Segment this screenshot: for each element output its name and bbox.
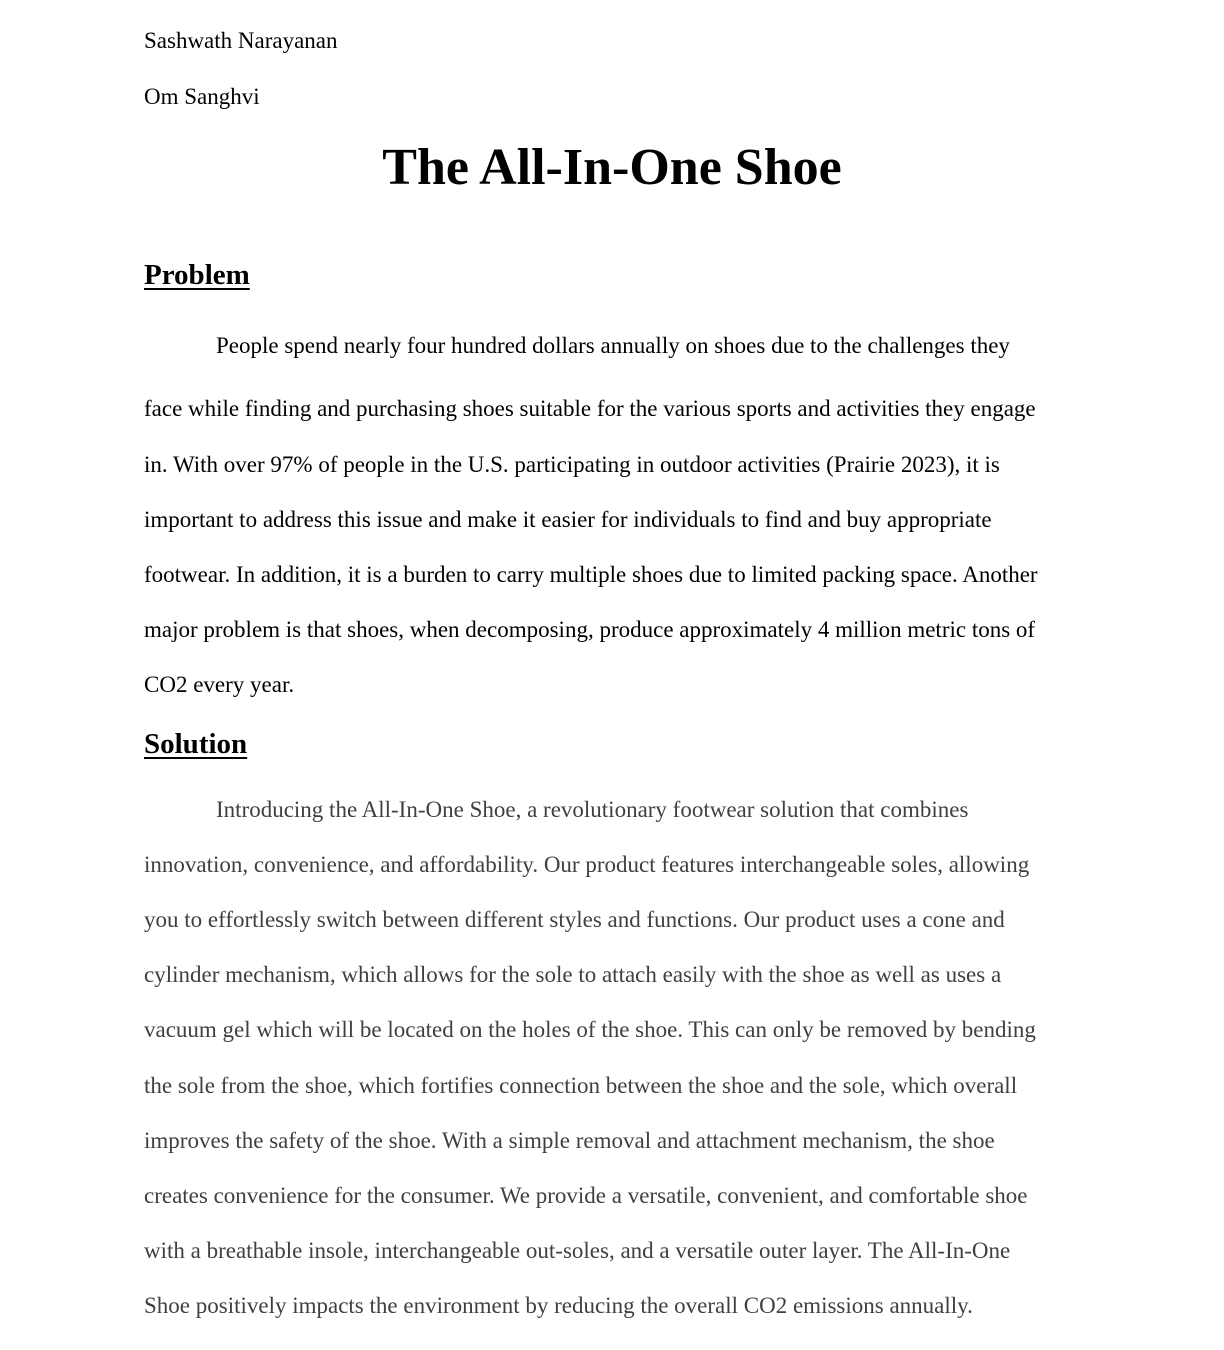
section-heading-problem: Problem: [144, 259, 250, 291]
paragraph-line: vacuum gel which will be located on the holes of the shoe. This can only be removed by bending: [144, 1017, 1036, 1042]
paragraph-line: Introducing the All-In-One Shoe, a revolutionary footwear solution that combines: [216, 797, 969, 822]
paragraph-line: People spend nearly four hundred dollars annually on shoes due to the challenges they: [216, 333, 1010, 358]
document-title: The All-In-One Shoe: [382, 139, 842, 196]
paragraph-line: major problem is that shoes, when decomposing, produce approximately 4 million metric tons of: [144, 617, 1036, 642]
paragraph-line: footwear. In addition, it is a burden to carry multiple shoes due to limited packing space. Another: [144, 562, 1038, 587]
paragraph-line: important to address this issue and make it easier for individuals to find and buy appropriate: [144, 507, 992, 532]
paragraph-line: the sole from the shoe, which fortifies connection between the shoe and the sole, which overall: [144, 1073, 1018, 1098]
paragraph-line: in. With over 97% of people in the U.S. participating in outdoor activities (Prairie 2023), it is: [144, 452, 1000, 477]
author-name: Om Sanghvi: [144, 84, 260, 109]
paragraph-line: with a breathable insole, interchangeable out-soles, and a versatile outer layer. The All-In-One: [144, 1238, 1011, 1263]
section-heading-solution: Solution: [144, 728, 248, 760]
paragraph-line: improves the safety of the shoe. With a simple removal and attachment mechanism, the shoe: [144, 1128, 995, 1153]
paragraph-line: creates convenience for the consumer. We provide a versatile, convenient, and comfortable shoe: [144, 1183, 1028, 1208]
paragraph-line: CO2 every year.: [144, 672, 295, 697]
paragraph-line: you to effortlessly switch between different styles and functions. Our product uses a cone and: [144, 907, 1005, 932]
paragraph-line: cylinder mechanism, which allows for the sole to attach easily with the shoe as well as uses a: [144, 962, 1002, 987]
paragraph-line: Shoe positively impacts the environment by reducing the overall CO2 emissions annually.: [144, 1293, 973, 1318]
author-name: Sashwath Narayanan: [144, 28, 338, 53]
paragraph-line: innovation, convenience, and affordability. Our product features interchangeable soles, allowing: [144, 852, 1030, 877]
paragraph-line: face while finding and purchasing shoes suitable for the various sports and activities they engage: [144, 396, 1036, 421]
